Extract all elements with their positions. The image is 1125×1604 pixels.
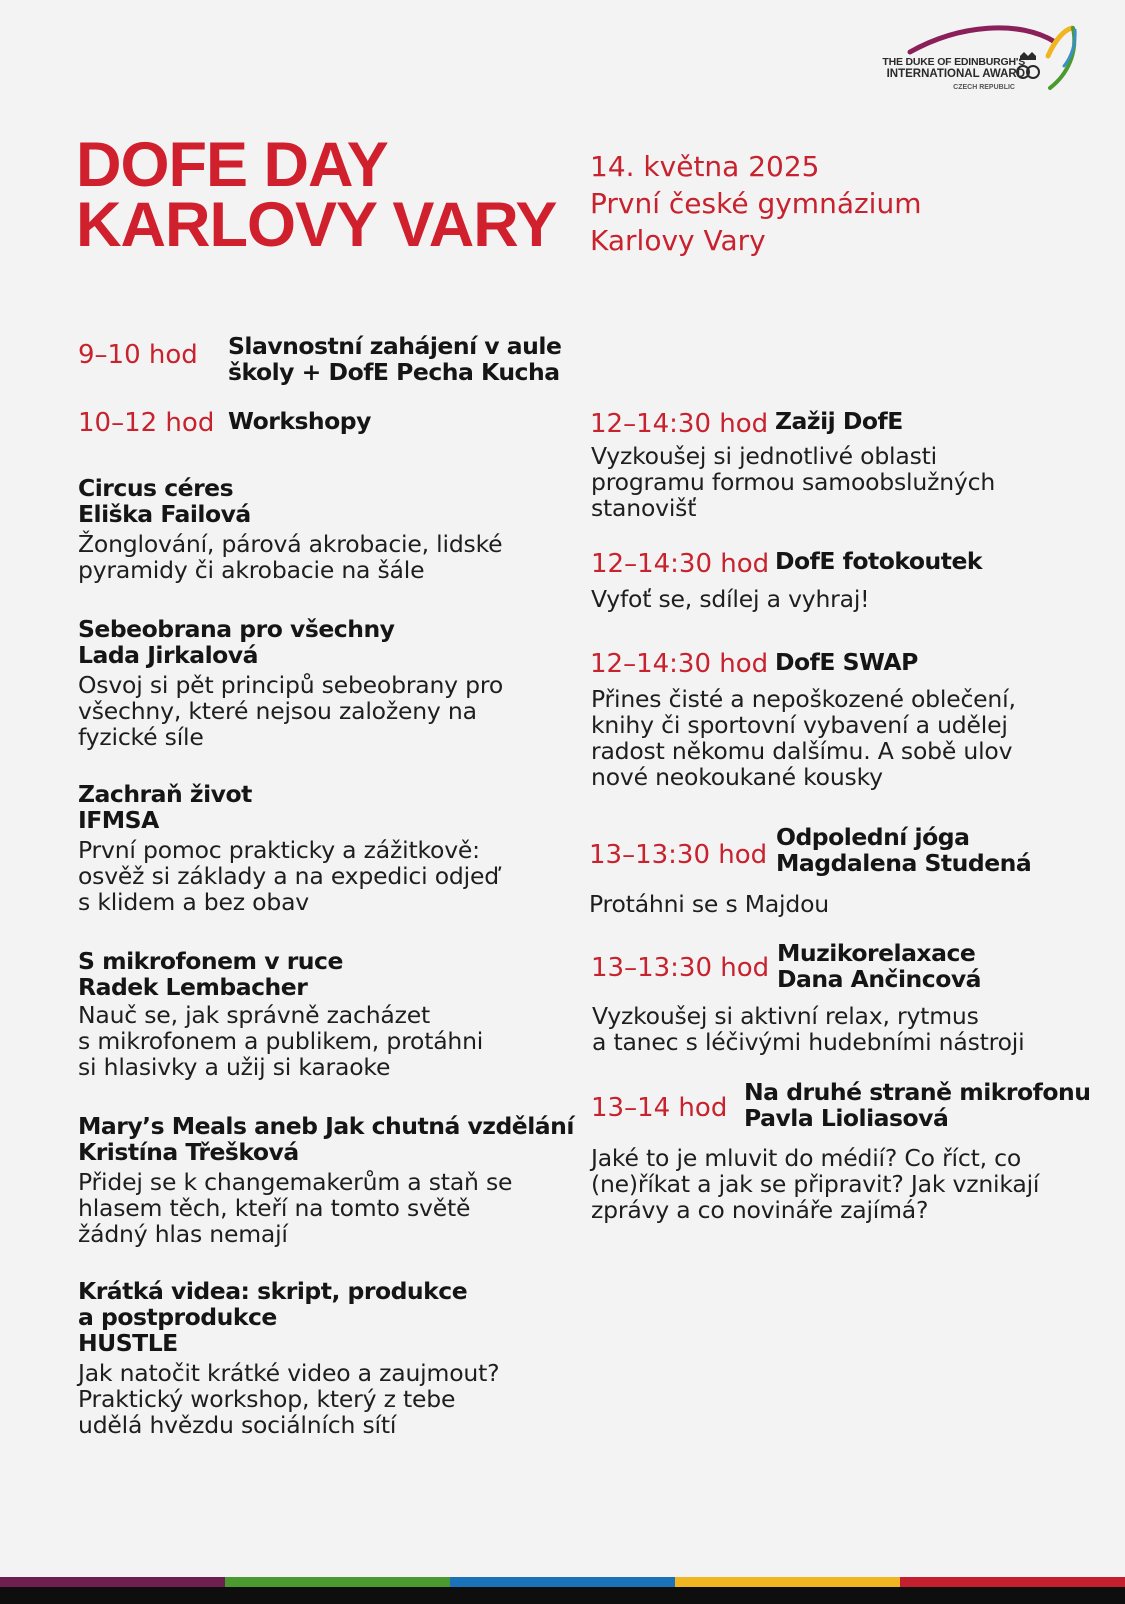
desc-line: s mikrofonem a publikem, protáhni bbox=[78, 1027, 484, 1055]
page-title bbox=[76, 130, 557, 260]
workshop-speaker: Radek Lembacher bbox=[78, 973, 308, 1001]
workshop-speaker: IFMSA bbox=[78, 806, 159, 834]
workshop-title-line: Krátká videa: skript, produkce bbox=[78, 1277, 468, 1305]
desc-line: Přines čisté a nepoškozené oblečení, bbox=[591, 685, 1016, 713]
color-bar bbox=[0, 1577, 1125, 1587]
workshops-title: Workshopy bbox=[228, 407, 371, 435]
activity-title bbox=[776, 824, 1031, 876]
activity-title bbox=[744, 1079, 1090, 1131]
workshop-title-line: Circus céres bbox=[78, 474, 234, 502]
desc-line: Přidej se k changemakerům a staň se bbox=[78, 1168, 513, 1196]
desc-line: Jak natočit krátké video a zaujmout? bbox=[78, 1359, 500, 1387]
activity-speaker: Pavla Lioliasová bbox=[744, 1104, 949, 1132]
desc-line: (ne)říkat a jak se připravit? Jak vznikají bbox=[591, 1170, 1040, 1198]
workshop-title-line: Sebeobrana pro všechny bbox=[78, 615, 395, 643]
color-bar-segment bbox=[0, 1577, 225, 1587]
activity-title-line: Odpolední jóga bbox=[776, 823, 970, 851]
activity-time: 13–13:30 hod bbox=[591, 953, 770, 983]
event-venue-line2: Karlovy Vary bbox=[590, 224, 766, 257]
workshop-title bbox=[78, 948, 483, 1000]
activity-time: 12–14:30 hod bbox=[590, 649, 769, 679]
desc-line: zprávy a co novináře zajímá? bbox=[591, 1196, 929, 1224]
workshop-title-line: S mikrofonem v ruce bbox=[78, 947, 343, 975]
desc-line: hlasem těch, kteří na tomto světě bbox=[78, 1194, 471, 1222]
desc-line: Osvoj si pět principů sebeobrany pro bbox=[78, 671, 504, 699]
activity-title bbox=[777, 940, 981, 992]
desc-line: Nauč se, jak správně zacházet bbox=[78, 1001, 431, 1029]
desc-line: Žonglování, párová akrobacie, lidské bbox=[78, 530, 503, 558]
desc-line: stanovišť bbox=[591, 494, 697, 522]
workshop-desc bbox=[78, 1360, 499, 1438]
workshop-title-line: a postprodukce bbox=[78, 1303, 277, 1331]
desc-line: osvěž si základy a na expedici odjeď bbox=[78, 862, 499, 890]
activity-time: 13–13:30 hod bbox=[589, 840, 768, 870]
desc-line: pyramidy či akrobacie na šále bbox=[78, 556, 425, 584]
activity-desc bbox=[591, 443, 995, 521]
activity-desc bbox=[591, 686, 1016, 790]
opening-title-line1: Slavnostní zahájení v aule bbox=[228, 332, 562, 360]
workshop-item bbox=[78, 1113, 574, 1247]
desc-line: První pomoc prakticky a zážitkově: bbox=[78, 836, 480, 864]
workshop-title bbox=[78, 616, 503, 668]
desc-line: Vyfoť se, sdílej a vyhraj! bbox=[591, 585, 870, 613]
workshop-desc bbox=[78, 531, 502, 583]
desc-line: nové neokoukané kousky bbox=[591, 763, 883, 791]
activity-time: 13–14 hod bbox=[591, 1093, 728, 1123]
color-bar-segment bbox=[900, 1577, 1125, 1587]
logo-line1: THE DUKE OF EDINBURGH'S bbox=[882, 56, 1025, 68]
title-line1: DOFE DAY bbox=[76, 130, 388, 200]
workshops-time: 10–12 hod bbox=[78, 408, 215, 438]
color-bar-segment bbox=[450, 1577, 675, 1587]
workshop-desc bbox=[78, 1002, 483, 1080]
color-bar-segment bbox=[675, 1577, 900, 1587]
opening-title bbox=[228, 333, 561, 385]
activity-title-line: Na druhé straně mikrofonu bbox=[744, 1078, 1091, 1106]
activity-time: 12–14:30 hod bbox=[590, 409, 769, 439]
activity-desc bbox=[591, 1145, 1039, 1223]
activity-desc bbox=[591, 586, 869, 612]
activity-desc bbox=[592, 1003, 1024, 1055]
workshop-item bbox=[78, 781, 499, 915]
desc-line: knihy či sportovní vybavení a udělej bbox=[591, 711, 1008, 739]
workshop-item bbox=[78, 616, 503, 750]
title-line2: KARLOVY VARY bbox=[76, 190, 557, 260]
desc-line: fyzické síle bbox=[78, 723, 204, 751]
desc-line: radost někomu dalšímu. A sobě ulov bbox=[591, 737, 1013, 765]
activity-desc bbox=[589, 891, 829, 917]
desc-line: si hlasivky a užij si karaoke bbox=[78, 1053, 391, 1081]
dofe-logo bbox=[850, 22, 1110, 102]
activity-speaker: Dana Ančincová bbox=[777, 965, 982, 993]
desc-line: programu formou samoobslužných bbox=[591, 468, 996, 496]
event-info bbox=[590, 148, 921, 259]
activity-speaker: Magdalena Studená bbox=[776, 849, 1032, 877]
workshop-title-line: Mary’s Meals aneb Jak chutná vzdělání bbox=[78, 1112, 574, 1140]
workshop-speaker: HUSTLE bbox=[78, 1329, 178, 1357]
workshop-item bbox=[78, 475, 502, 583]
workshop-title bbox=[78, 781, 499, 833]
activity-title: Zažij DofE bbox=[775, 407, 903, 435]
desc-line: všechny, které nejsou založeny na bbox=[78, 697, 477, 725]
workshop-desc bbox=[78, 837, 499, 915]
desc-line: udělá hvězdu sociálních sítí bbox=[78, 1411, 397, 1439]
bottom-strip bbox=[0, 1587, 1125, 1604]
workshop-item bbox=[78, 1278, 499, 1438]
desc-line: Jaké to je mluvit do médií? Co říct, co bbox=[591, 1144, 1022, 1172]
workshop-speaker: Lada Jirkalová bbox=[78, 641, 258, 669]
activity-title-line: Muzikorelaxace bbox=[777, 939, 976, 967]
workshop-desc bbox=[78, 672, 503, 750]
workshop-item bbox=[78, 948, 483, 1080]
desc-line: Vyzkoušej si aktivní relax, rytmus bbox=[592, 1002, 979, 1030]
opening-time: 9–10 hod bbox=[78, 340, 198, 370]
workshop-title-line: Zachraň život bbox=[78, 780, 252, 808]
workshop-speaker: Kristína Třešková bbox=[78, 1138, 299, 1166]
logo-text bbox=[850, 56, 1025, 94]
workshop-desc bbox=[78, 1169, 574, 1247]
event-venue-line1: První české gymnázium bbox=[590, 187, 922, 220]
desc-line: a tanec s léčivými hudebními nástroji bbox=[592, 1028, 1025, 1056]
activity-time: 12–14:30 hod bbox=[591, 549, 770, 579]
activity-title: DofE SWAP bbox=[775, 648, 918, 676]
desc-line: s klidem a bez obav bbox=[78, 888, 309, 916]
color-bar-segment bbox=[225, 1577, 450, 1587]
opening-title-line2: školy + DofE Pecha Kucha bbox=[228, 358, 560, 386]
workshop-title bbox=[78, 1278, 499, 1356]
event-date: 14. května 2025 bbox=[590, 150, 820, 183]
desc-line: Vyzkoušej si jednotlivé oblasti bbox=[591, 442, 937, 470]
workshop-speaker: Eliška Failová bbox=[78, 500, 251, 528]
desc-line: žádný hlas nemají bbox=[78, 1220, 288, 1248]
logo-line2: INTERNATIONAL AWARD bbox=[886, 68, 1025, 80]
workshop-title bbox=[78, 1113, 574, 1165]
activity-title: DofE fotokoutek bbox=[775, 547, 983, 575]
logo-line3: CZECH REPUBLIC bbox=[953, 84, 1015, 91]
desc-line: Protáhni se s Majdou bbox=[589, 890, 829, 918]
desc-line: Praktický workshop, který z tebe bbox=[78, 1385, 456, 1413]
workshop-title bbox=[78, 475, 502, 527]
